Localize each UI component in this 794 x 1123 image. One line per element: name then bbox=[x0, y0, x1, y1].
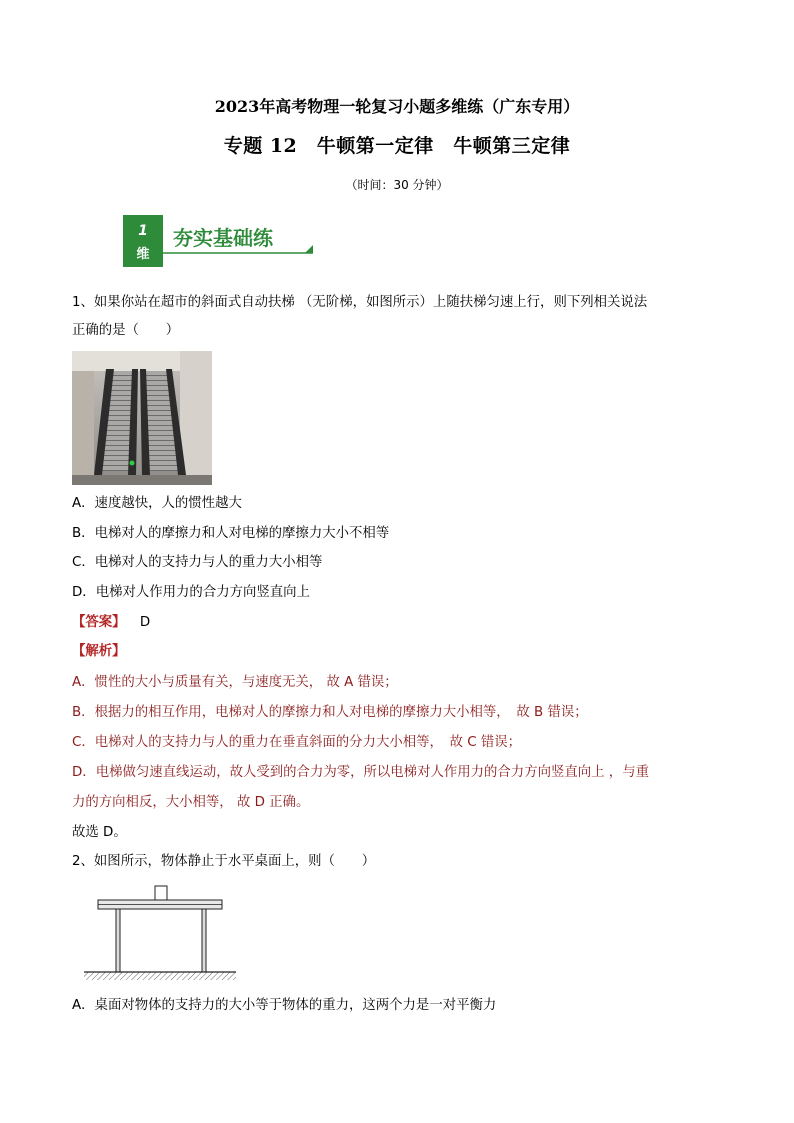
analysis-b: B．根据力的相互作用，电梯对人的摩擦力和人对电梯的摩擦力大小相等， 故 B 错误； bbox=[72, 705, 588, 720]
q1-stem-line1: 1、如果你站在超市的斜面式自动扶梯 （无阶梯，如图所示）上随扶梯匀速上行，则下列相关说法 bbox=[72, 295, 648, 310]
q2-stem: 2、如图所示，物体静止于水平桌面上，则（ ） bbox=[72, 854, 376, 869]
q1-answer bbox=[72, 614, 150, 632]
analysis-d-line1: D．电梯做匀速直线运动，故人受到的合力为零，所以电梯对人作用力的合力方向竖直向上 ，与重 bbox=[72, 765, 649, 780]
badge-text: 夯实基础练 bbox=[173, 226, 273, 250]
answer-label: 【答案】 bbox=[72, 615, 126, 630]
doc-title: 2023年高考物理一轮复习小题多维练（广东专用） bbox=[214, 97, 580, 116]
table-diagram bbox=[80, 884, 240, 984]
q1-option-b: B．电梯对人的摩擦力和人对电梯的摩擦力大小不相等 bbox=[72, 526, 390, 541]
section-badge bbox=[123, 215, 318, 267]
analysis-d-line2: 力的方向相反，大小相等， 故 D 正确。 bbox=[72, 795, 310, 810]
q1-option-d: D．电梯对人作用力的合力方向竖直向上 bbox=[72, 585, 310, 600]
q1-stem-line2: 正确的是（ ） bbox=[72, 323, 180, 338]
time-limit: （时间：30 分钟） bbox=[345, 178, 449, 192]
badge-unit: 维 bbox=[136, 247, 150, 262]
q1-option-a: A．速度越快，人的惯性越大 bbox=[72, 496, 242, 511]
q1-conclusion: 故选 D。 bbox=[72, 825, 127, 840]
analysis-c: C．电梯对人的支持力与人的重力在垂直斜面的分力大小相等， 故 C 错误； bbox=[72, 735, 522, 750]
analysis-a: A．惯性的大小与质量有关，与速度无关， 故 A 错误； bbox=[72, 675, 398, 690]
analysis-label: 【解析】 bbox=[72, 644, 126, 659]
answer-value: D bbox=[139, 615, 151, 630]
topic-title: 专题 12 牛顿第一定律 牛顿第三定律 bbox=[223, 135, 571, 157]
q1-option-c: C．电梯对人的支持力与人的重力大小相等 bbox=[72, 555, 323, 570]
q2-option-a: A．桌面对物体的支持力的大小等于物体的重力，这两个力是一对平衡力 bbox=[72, 998, 497, 1013]
badge-number: 1 bbox=[138, 223, 148, 239]
escalator-photo bbox=[72, 351, 212, 485]
